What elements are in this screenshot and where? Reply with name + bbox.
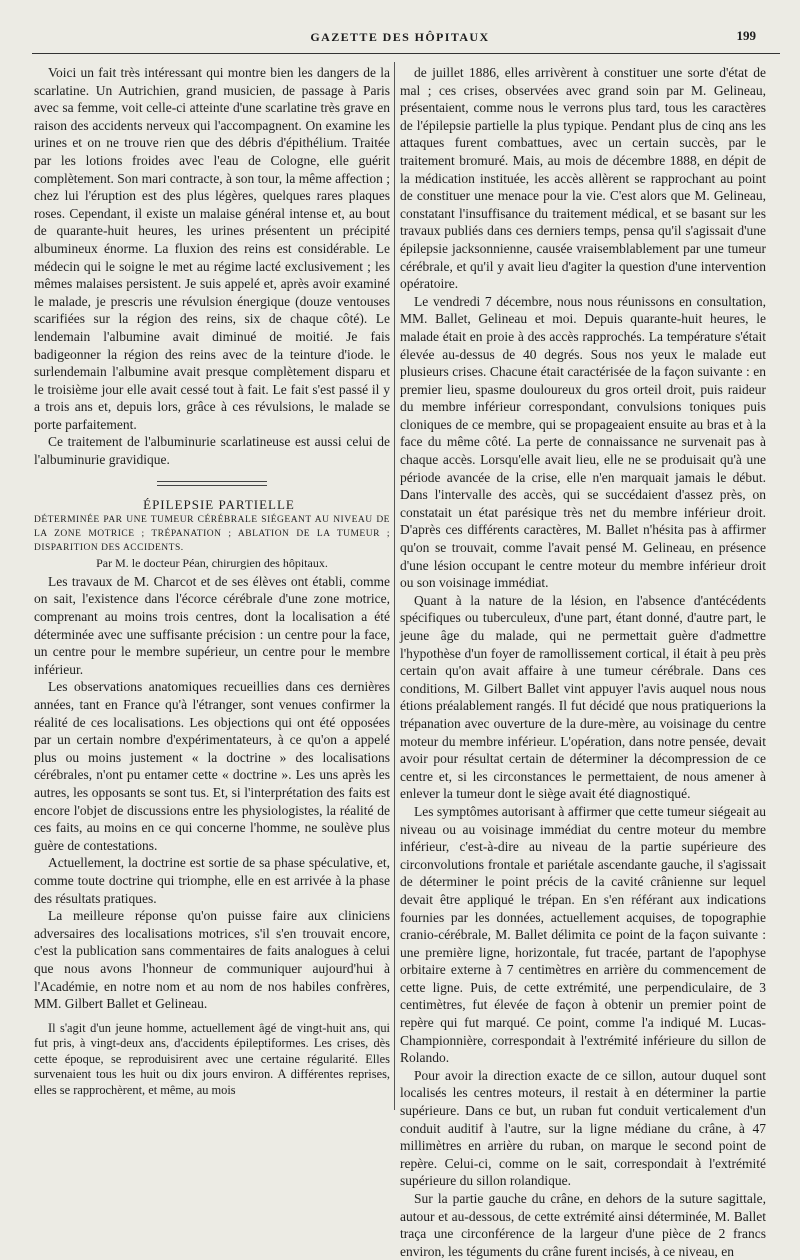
section-author: Par M. le docteur Péan, chirurgien des hôpitaux. bbox=[96, 556, 328, 571]
paragraph: Ce traitement de l'albuminurie scarlatineuse est aussi celui de l'albuminurie gravidique. bbox=[34, 434, 390, 468]
section-title: ÉPILEPSIE PARTIELLE bbox=[143, 496, 295, 512]
paragraph: Le vendredi 7 décembre, nous nous réunissons en consultation, MM. Ballet, Gelineau et moi. Depuis quarante-huit heures, le malade était en proie à des accès rapprochés. La température s'était élevée au-dessus de 40 degrés. Sous nos yeux le malade eut plusieurs crises. Chacune était caractérisée de la façon suivante : en premier lieu, spasme douloureux du gros orteil droit, puis raideur du membre inférieur correspondant, convulsions toniques puis cloniques de ce membre, qui se propageaient ensuite au bras et à la face du même côté. La perte de connaissance ne survenait pas à chaque accès. Lorsqu'elle avait lieu, elle ne se produisait qu'à une période avancée de la crise, elle n'en marquait jamais le début. Dans l'intervalle des accès, qui se succédaient d'assez près, on constatait un état parésique très net du membre inférieur droit. D'après ces différents caractères, M. Ballet n'hésita pas à affirmer qu'on se trouvait, comme l'avait pensé M. Gelineau, en présence d'une lésion occupant le centre moteur du membre inférieur droit ou son voisinage immédiat. bbox=[400, 293, 766, 591]
column-divider bbox=[394, 62, 395, 1110]
paragraph: Pour avoir la direction exacte de ce sillon, autour duquel sont localisés les centres moteurs, il restait à en déterminer la partie supérieure. Dans ce but, un ruban fut conduit verticalement d'un conduit auditif à l'autre, sur la ligne médiane du crâne, à 47 millimètres en arrière du ruban, on marque le second point de repère. Celui-ci, comme on le sait, correspondait à l'extrémité supérieure du sillon rolandique. bbox=[400, 1067, 766, 1189]
case-report bbox=[34, 1021, 390, 1099]
paragraph: La meilleure réponse qu'on puisse faire aux cliniciens adversaires des localisations motrices, s'il s'en trouvait encore, c'est la publication sans commentaires de faits analogues à celui que nous avons l'honneur de communiquer aujourd'hui à l'Académie, en notre nom et au nom de nos habiles confrères, MM. Gilbert Ballet et Gelineau. bbox=[34, 908, 390, 1012]
section-separator bbox=[157, 481, 267, 486]
right-column bbox=[400, 64, 766, 1259]
section-subtitle: DÉTERMINÉE PAR UNE TUMEUR CÉRÉBRALE SIÉGEANT AU NIVEAU DE LA ZONE MOTRICE ; TRÉPANATION ; ABLATION DE LA TUMEUR ; DISPARITION DES ACCIDENTS. bbox=[34, 515, 390, 554]
paragraph: Voici un fait très intéressant qui montre bien les dangers de la scarlatine. Un Autrichien, grand musicien, de passage à Paris avec sa femme, voit celle-ci atteinte d'une scarlatine très grave en raison des accidents nerveux qui l'accompagnent. On examine les urines et on ne trouve rien que des débris d'épithélium. Traitée par les lotions froides avec l'eau de Cologne, elle guérit complètement. Son mari contracte, à son tour, la même affection ; chez lui l'éruption est des plus légères, quelques rares plaques roses. Cependant, il existe un malaise général intense et, au bout de quarante-huit heures, les urines présentent un précipité albumineux énorme. La fluxion des reins est considérable. Le médecin qui le soigne le met au régime lacté exclusivement ; les mêmes malaises persistent. Je suis appelé et, après avoir examiné le malade, je prescris une révulsion énergique (douze ventouses scarifiées sur la région des reins, six de chaque côté). Le lendemain l'albumine avait diminué de moitié. Je fais badigeonner la région des reins avec de la teinture d'iode. le surlendemain l'albumine avait presque complètement disparu et le troisième jour elle avait cessé tout à fait. Le fait s'est passé il y a trois ans et, depuis lors, grâce à ces révulsions, le malade se porte parfaitement. bbox=[34, 65, 390, 432]
paragraph: Actuellement, la doctrine est sortie de sa phase spéculative, et, comme toute doctrine qui triomphe, elle en est arrivée à la phase des résultats pratiques. bbox=[34, 855, 390, 906]
page-number: 199 bbox=[736, 28, 756, 43]
paragraph: Il s'agit d'un jeune homme, actuellement âgé de vingt-huit ans, qui fut pris, à vingt-deux ans, d'accidents épileptiformes. Les crises, dès cette époque, se reproduisirent avec une certaine régularité. Elles survenaient tous les huit ou dix jours environ. A différentes reprises, elles se rapprochèrent, et même, au mois bbox=[34, 1020, 390, 1098]
paragraph: Quant à la nature de la lésion, en l'absence d'antécédents spécifiques ou tuberculeux, d'une part, étant donné, d'autre part, le jeune âge du malade, qui ne permettait guère d'admettre l'hypothèse d'un foyer de ramollissement cortical, il était à peu près certain qu'on avait affaire à une tumeur cérébrale. Dans ces conditions, M. Gilbert Ballet vint appuyer l'avis auquel nous nous étions préalablement rangés. Il fut décidé que nous pratiquerions la trépanation avec ouverture de la dure-mère, au voisinage du centre moteur du membre inférieur. L'opération, dans notre pensée, devait avoir pour résultat certain de déterminer la décompression de ce centre et, si les circonstances le permettaient, de nous amener à enlever la tumeur dont le siège avait été diagnostiqué. bbox=[400, 592, 766, 802]
header-rule bbox=[32, 53, 780, 54]
journal-title: GAZETTE DES HÔPITAUX bbox=[310, 30, 490, 44]
paragraph: de juillet 1886, elles arrivèrent à constituer une sorte d'état de mal ; ces crises, observées avec grand soin par M. Gelineau, présentaient, comme nous le verrons plus tard, tous les caractères de l'épilepsie partielle la plus typique. Pendant plus de cinq ans les attaques furent combattues, avec un certain succès, par le traitement bromuré. Mais, au mois de décembre 1888, en dépit de la médication instituée, les accès allèrent se rapprochant au point de constituer une menace pour la vie. C'est alors que M. Gelineau, constatant l'insuffisance du traitement médical, et se basant sur les travaux publiés dans ces derniers temps, pensa qu'il s'agissait d'une épilepsie jacksonnienne, causée vraisemblablement par une tumeur cérébrale, et qu'il y avait lieu d'agiter la question d'une intervention opératoire. bbox=[400, 65, 766, 292]
paragraph: Sur la partie gauche du crâne, en dehors de la suture sagittale, autour et au-dessous, de cette extrémité ainsi déterminée, M. Ballet traça une circonférence de la largeur d'une pièce de 2 francs environ, les téguments du crâne furent incisés, à ce niveau, en bbox=[400, 1191, 766, 1259]
page-header bbox=[32, 28, 768, 50]
left-column bbox=[34, 64, 390, 1104]
paragraph: Les symptômes autorisant à affirmer que cette tumeur siégeait au niveau ou au voisinage immédiat du centre moteur du membre inférieur, c'est-à-dire au niveau de la partie supérieure des circonvolutions frontale et pariétale ascendante gauche, il s'agissait de déterminer le point précis de la cavité crânienne sur lequel devait être appliqué le trépan. En s'en référant aux indications fournies par les données, actuellement acquises, de topographie cranio-cérébrale, M. Ballet délimita ce point de la façon suivante : une première ligne, horizontale, fut tracée, partant de l'apophyse orbitaire externe à 7 centimètres en arrière du commencement de cette ligne. Puis, de cette extrémité, une perpendiculaire, de 3 centimètres, fut élevée de façon à obtenir un premier point de repère qui fut marqué. Ce point, comme l'a indiqué M. Lucas-Championnière, correspondait à l'extrémité inférieure du sillon de Rolando. bbox=[400, 803, 766, 1066]
paragraph: Les observations anatomiques recueillies dans ces dernières années, tant en France qu'à l'étranger, sont venues confirmer la réalité de ces localisations. Les objections qui ont été opposées par un certain nombre d'expérimentateurs, à ce qu'on a appelé plus ou moins justement « la doctrine » des localisations cérébrales, n'ont pu entamer cette « doctrine ». Les uns après les autres, les opposants se sont tus. Et, si l'interprétation des faits est encore l'objet de discussions entre les physiologistes, la réalité de ces faits, au moins en ce qui concerne l'homme, ne soulève plus guère de contestations. bbox=[34, 679, 390, 853]
paragraph: Les travaux de M. Charcot et de ses élèves ont établi, comme on sait, l'existence dans l'écorce cérébrale d'une zone motrice, comprenant au moins trois centres, dont la localisation a été déterminée avec une suffisante précision : un centre pour la face, un centre pour le membre supérieur, un centre pour le membre inférieur. bbox=[34, 573, 390, 677]
